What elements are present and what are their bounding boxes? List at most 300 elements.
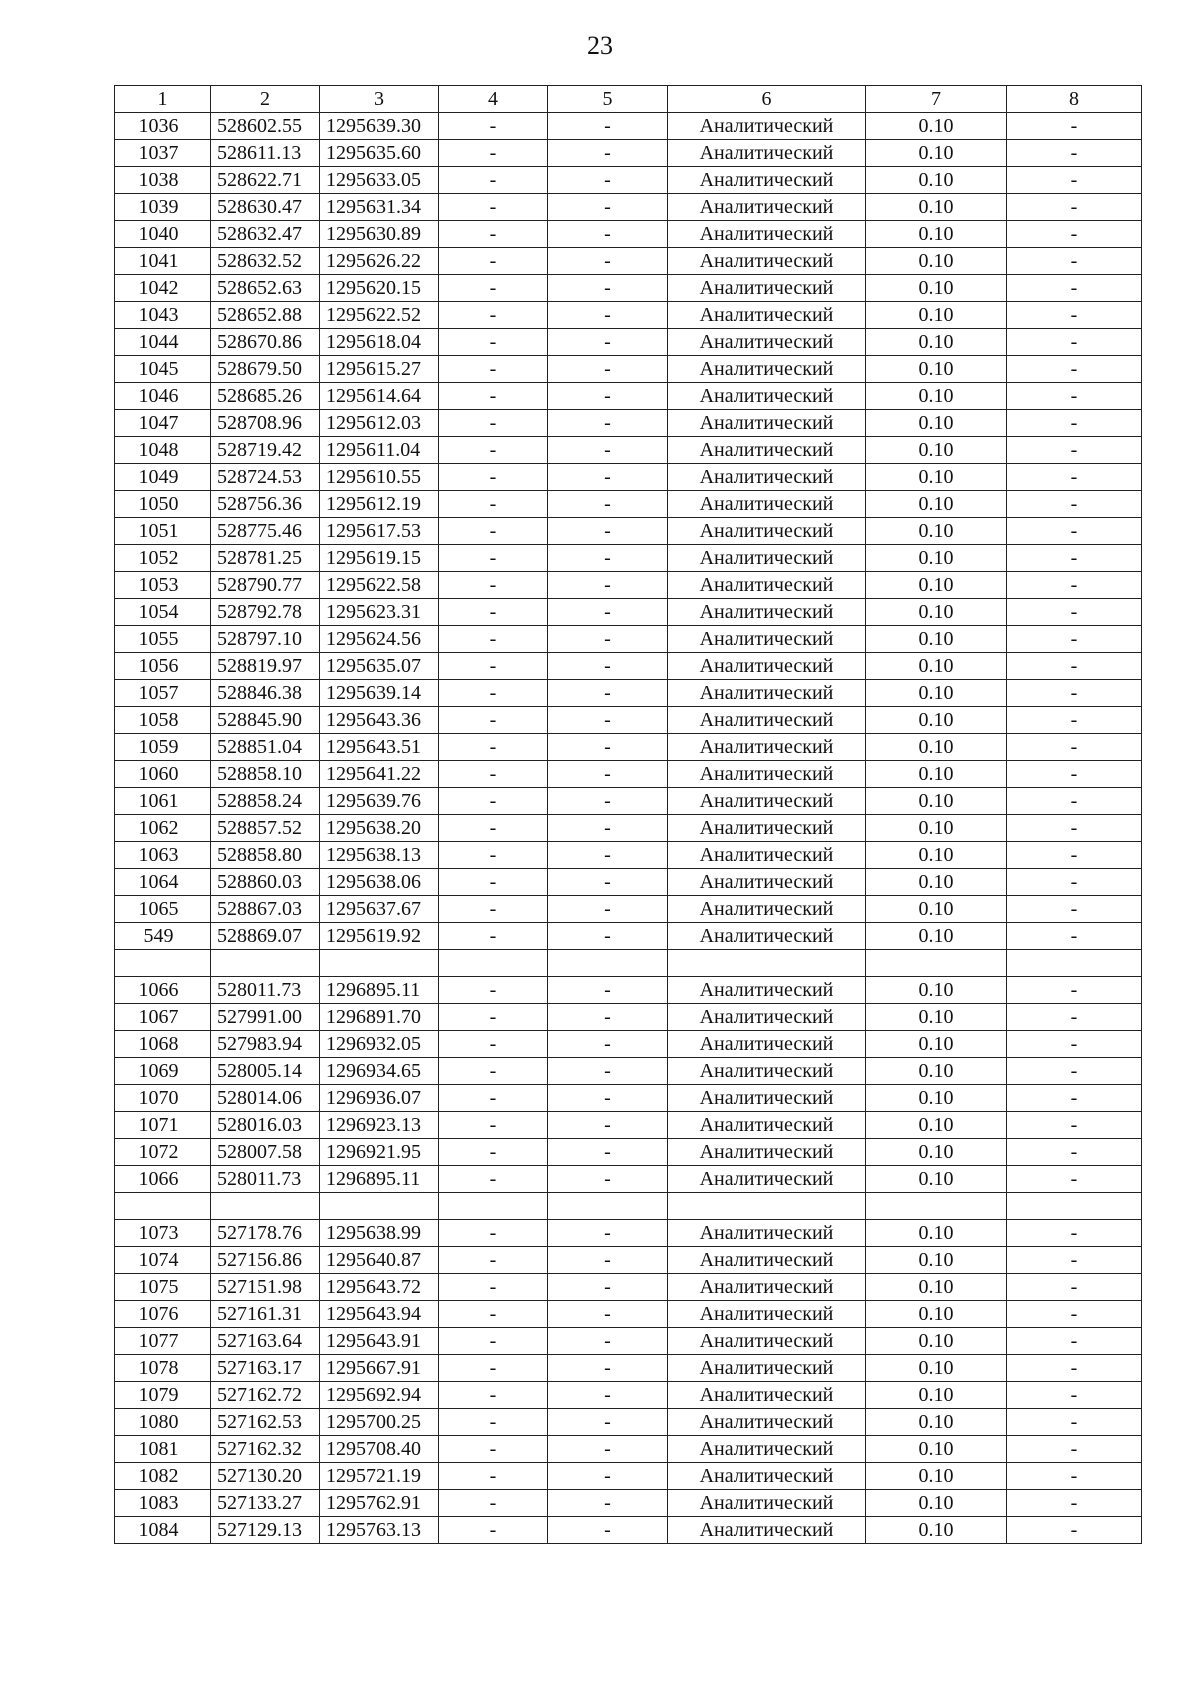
table-row xyxy=(115,1274,1142,1301)
accuracy-cell: 0.10 xyxy=(866,599,1007,626)
point-number-cell: 1042 xyxy=(115,275,211,302)
point-number-cell: 1079 xyxy=(115,1382,211,1409)
accuracy-cell: 0.10 xyxy=(866,734,1007,761)
method-cell: Аналитический xyxy=(668,626,866,653)
column-4-cell: - xyxy=(439,1004,548,1031)
table-row xyxy=(115,1139,1142,1166)
column-4-cell: - xyxy=(439,410,548,437)
column-5-cell: - xyxy=(548,761,668,788)
column-5-cell: - xyxy=(548,1490,668,1517)
table-row xyxy=(115,1409,1142,1436)
accuracy-cell: 0.10 xyxy=(866,1328,1007,1355)
method-cell: Аналитический xyxy=(668,869,866,896)
column-8-cell: - xyxy=(1007,680,1142,707)
column-4-cell: - xyxy=(439,221,548,248)
column-4-cell: - xyxy=(439,167,548,194)
y-coordinate-cell: 1296921.95 xyxy=(320,1139,439,1166)
point-number-cell: 1066 xyxy=(115,977,211,1004)
column-4-cell: - xyxy=(439,1382,548,1409)
accuracy-cell: 0.10 xyxy=(866,167,1007,194)
point-number-cell: 1051 xyxy=(115,518,211,545)
point-number-cell: 1047 xyxy=(115,410,211,437)
accuracy-cell: 0.10 xyxy=(866,1490,1007,1517)
column-8-cell xyxy=(1007,1193,1142,1220)
table-row xyxy=(115,491,1142,518)
method-cell: Аналитический xyxy=(668,1220,866,1247)
column-header: 4 xyxy=(439,86,548,113)
method-cell: Аналитический xyxy=(668,1517,866,1544)
accuracy-cell: 0.10 xyxy=(866,1058,1007,1085)
column-8-cell: - xyxy=(1007,1139,1142,1166)
table-row xyxy=(115,842,1142,869)
method-cell: Аналитический xyxy=(668,1112,866,1139)
x-coordinate-cell: 528724.53 xyxy=(211,464,320,491)
point-number-cell: 1082 xyxy=(115,1463,211,1490)
method-cell: Аналитический xyxy=(668,761,866,788)
point-number-cell: 1048 xyxy=(115,437,211,464)
column-8-cell: - xyxy=(1007,545,1142,572)
point-number-cell: 1055 xyxy=(115,626,211,653)
point-number-cell: 1040 xyxy=(115,221,211,248)
y-coordinate-cell: 1295643.91 xyxy=(320,1328,439,1355)
y-coordinate-cell: 1295619.15 xyxy=(320,545,439,572)
column-4-cell: - xyxy=(439,761,548,788)
y-coordinate-cell: 1295622.52 xyxy=(320,302,439,329)
table-row xyxy=(115,1517,1142,1544)
x-coordinate-cell: 527133.27 xyxy=(211,1490,320,1517)
method-cell: Аналитический xyxy=(668,1409,866,1436)
point-number-cell: 1065 xyxy=(115,896,211,923)
method-cell: Аналитический xyxy=(668,1004,866,1031)
column-4-cell: - xyxy=(439,356,548,383)
column-5-cell: - xyxy=(548,1247,668,1274)
method-cell: Аналитический xyxy=(668,248,866,275)
column-4-cell: - xyxy=(439,1166,548,1193)
column-8-cell: - xyxy=(1007,626,1142,653)
x-coordinate-cell: 528011.73 xyxy=(211,1166,320,1193)
point-number-cell: 1066 xyxy=(115,1166,211,1193)
column-5-cell: - xyxy=(548,140,668,167)
column-8-cell: - xyxy=(1007,977,1142,1004)
column-header: 2 xyxy=(211,86,320,113)
table-row xyxy=(115,113,1142,140)
accuracy-cell: 0.10 xyxy=(866,815,1007,842)
y-coordinate-cell: 1295620.15 xyxy=(320,275,439,302)
accuracy-cell: 0.10 xyxy=(866,518,1007,545)
column-8-cell: - xyxy=(1007,275,1142,302)
column-5-cell: - xyxy=(548,491,668,518)
column-4-cell: - xyxy=(439,977,548,1004)
method-cell: Аналитический xyxy=(668,491,866,518)
column-8-cell: - xyxy=(1007,329,1142,356)
column-header: 5 xyxy=(548,86,668,113)
point-number-cell: 1083 xyxy=(115,1490,211,1517)
y-coordinate-cell xyxy=(320,1193,439,1220)
column-8-cell: - xyxy=(1007,1463,1142,1490)
x-coordinate-cell: 528679.50 xyxy=(211,356,320,383)
column-8-cell xyxy=(1007,950,1142,977)
column-4-cell: - xyxy=(439,680,548,707)
accuracy-cell: 0.10 xyxy=(866,329,1007,356)
column-4-cell: - xyxy=(439,626,548,653)
method-cell: Аналитический xyxy=(668,599,866,626)
table-row xyxy=(115,896,1142,923)
column-5-cell: - xyxy=(548,1220,668,1247)
column-5-cell: - xyxy=(548,1112,668,1139)
column-8-cell: - xyxy=(1007,788,1142,815)
y-coordinate-cell: 1295633.05 xyxy=(320,167,439,194)
y-coordinate-cell: 1295612.03 xyxy=(320,410,439,437)
column-5-cell: - xyxy=(548,923,668,950)
column-5-cell: - xyxy=(548,1031,668,1058)
column-4-cell: - xyxy=(439,815,548,842)
point-number-cell: 1039 xyxy=(115,194,211,221)
column-4-cell: - xyxy=(439,1328,548,1355)
column-4-cell: - xyxy=(439,599,548,626)
column-8-cell: - xyxy=(1007,1355,1142,1382)
column-8-cell: - xyxy=(1007,896,1142,923)
y-coordinate-cell: 1295611.04 xyxy=(320,437,439,464)
method-cell: Аналитический xyxy=(668,1355,866,1382)
point-number-cell: 1045 xyxy=(115,356,211,383)
table-row xyxy=(115,167,1142,194)
y-coordinate-cell: 1295639.76 xyxy=(320,788,439,815)
method-cell: Аналитический xyxy=(668,1382,866,1409)
accuracy-cell: 0.10 xyxy=(866,1463,1007,1490)
method-cell: Аналитический xyxy=(668,1085,866,1112)
column-8-cell: - xyxy=(1007,1409,1142,1436)
table-row xyxy=(115,599,1142,626)
point-number-cell: 1061 xyxy=(115,788,211,815)
x-coordinate-cell: 528630.47 xyxy=(211,194,320,221)
column-5-cell: - xyxy=(548,1301,668,1328)
column-5-cell: - xyxy=(548,1004,668,1031)
column-8-cell: - xyxy=(1007,1031,1142,1058)
column-5-cell: - xyxy=(548,869,668,896)
point-number-cell: 1062 xyxy=(115,815,211,842)
y-coordinate-cell: 1296936.07 xyxy=(320,1085,439,1112)
column-8-cell: - xyxy=(1007,167,1142,194)
column-8-cell: - xyxy=(1007,464,1142,491)
accuracy-cell: 0.10 xyxy=(866,1274,1007,1301)
column-5-cell: - xyxy=(548,1463,668,1490)
column-4-cell: - xyxy=(439,1409,548,1436)
y-coordinate-cell: 1295638.20 xyxy=(320,815,439,842)
x-coordinate-cell: 527151.98 xyxy=(211,1274,320,1301)
point-number-cell: 1036 xyxy=(115,113,211,140)
column-5-cell: - xyxy=(548,734,668,761)
y-coordinate-cell: 1295721.19 xyxy=(320,1463,439,1490)
column-4-cell: - xyxy=(439,572,548,599)
column-8-cell: - xyxy=(1007,1058,1142,1085)
column-5-cell: - xyxy=(548,1166,668,1193)
column-5-cell: - xyxy=(548,1355,668,1382)
method-cell: Аналитический xyxy=(668,977,866,1004)
column-8-cell: - xyxy=(1007,815,1142,842)
column-8-cell: - xyxy=(1007,113,1142,140)
y-coordinate-cell: 1296895.11 xyxy=(320,977,439,1004)
y-coordinate-cell: 1295639.14 xyxy=(320,680,439,707)
point-number-cell: 1074 xyxy=(115,1247,211,1274)
table-row xyxy=(115,626,1142,653)
column-4-cell: - xyxy=(439,275,548,302)
column-5-cell: - xyxy=(548,896,668,923)
point-number-cell: 1081 xyxy=(115,1436,211,1463)
coordinates-table xyxy=(114,85,1142,1544)
accuracy-cell: 0.10 xyxy=(866,1247,1007,1274)
table-body xyxy=(115,113,1142,1544)
y-coordinate-cell: 1295643.94 xyxy=(320,1301,439,1328)
accuracy-cell: 0.10 xyxy=(866,842,1007,869)
x-coordinate-cell: 528857.52 xyxy=(211,815,320,842)
column-5-cell: - xyxy=(548,437,668,464)
method-cell: Аналитический xyxy=(668,680,866,707)
column-8-cell: - xyxy=(1007,572,1142,599)
column-8-cell: - xyxy=(1007,221,1142,248)
accuracy-cell: 0.10 xyxy=(866,464,1007,491)
column-4-cell: - xyxy=(439,302,548,329)
column-4-cell: - xyxy=(439,1058,548,1085)
point-number-cell: 1080 xyxy=(115,1409,211,1436)
x-coordinate-cell: 528652.88 xyxy=(211,302,320,329)
accuracy-cell: 0.10 xyxy=(866,869,1007,896)
accuracy-cell: 0.10 xyxy=(866,383,1007,410)
accuracy-cell: 0.10 xyxy=(866,1085,1007,1112)
accuracy-cell: 0.10 xyxy=(866,221,1007,248)
column-5-cell: - xyxy=(548,167,668,194)
column-4-cell: - xyxy=(439,329,548,356)
x-coordinate-cell: 528685.26 xyxy=(211,383,320,410)
column-8-cell: - xyxy=(1007,491,1142,518)
point-number-cell: 1058 xyxy=(115,707,211,734)
column-4-cell: - xyxy=(439,869,548,896)
x-coordinate-cell: 528611.13 xyxy=(211,140,320,167)
x-coordinate-cell: 528858.80 xyxy=(211,842,320,869)
method-cell: Аналитический xyxy=(668,545,866,572)
y-coordinate-cell: 1296891.70 xyxy=(320,1004,439,1031)
point-number-cell: 1052 xyxy=(115,545,211,572)
table-row xyxy=(115,1328,1142,1355)
y-coordinate-cell xyxy=(320,950,439,977)
point-number-cell: 1064 xyxy=(115,869,211,896)
table-row xyxy=(115,1085,1142,1112)
table-row xyxy=(115,437,1142,464)
accuracy-cell: 0.10 xyxy=(866,788,1007,815)
accuracy-cell: 0.10 xyxy=(866,680,1007,707)
y-coordinate-cell: 1295643.36 xyxy=(320,707,439,734)
accuracy-cell: 0.10 xyxy=(866,410,1007,437)
point-number-cell xyxy=(115,950,211,977)
method-cell: Аналитический xyxy=(668,1328,866,1355)
x-coordinate-cell: 528797.10 xyxy=(211,626,320,653)
method-cell: Аналитический xyxy=(668,167,866,194)
x-coordinate-cell: 528867.03 xyxy=(211,896,320,923)
method-cell: Аналитический xyxy=(668,1166,866,1193)
x-coordinate-cell: 527156.86 xyxy=(211,1247,320,1274)
method-cell: Аналитический xyxy=(668,1139,866,1166)
point-number-cell: 1037 xyxy=(115,140,211,167)
column-4-cell: - xyxy=(439,923,548,950)
table-row xyxy=(115,1355,1142,1382)
column-8-cell: - xyxy=(1007,518,1142,545)
y-coordinate-cell: 1295763.13 xyxy=(320,1517,439,1544)
column-header: 1 xyxy=(115,86,211,113)
accuracy-cell: 0.10 xyxy=(866,437,1007,464)
y-coordinate-cell: 1296895.11 xyxy=(320,1166,439,1193)
y-coordinate-cell: 1295618.04 xyxy=(320,329,439,356)
accuracy-cell: 0.10 xyxy=(866,1517,1007,1544)
point-number-cell: 1075 xyxy=(115,1274,211,1301)
column-5-cell: - xyxy=(548,383,668,410)
accuracy-cell: 0.10 xyxy=(866,923,1007,950)
column-4-cell: - xyxy=(439,1139,548,1166)
x-coordinate-cell: 528005.14 xyxy=(211,1058,320,1085)
y-coordinate-cell: 1295635.07 xyxy=(320,653,439,680)
column-5-cell xyxy=(548,950,668,977)
accuracy-cell: 0.10 xyxy=(866,1031,1007,1058)
accuracy-cell: 0.10 xyxy=(866,1004,1007,1031)
table-row xyxy=(115,707,1142,734)
method-cell: Аналитический xyxy=(668,113,866,140)
column-8-cell: - xyxy=(1007,1328,1142,1355)
column-4-cell: - xyxy=(439,734,548,761)
y-coordinate-cell: 1296923.13 xyxy=(320,1112,439,1139)
y-coordinate-cell: 1296932.05 xyxy=(320,1031,439,1058)
table-row xyxy=(115,464,1142,491)
accuracy-cell: 0.10 xyxy=(866,626,1007,653)
column-8-cell: - xyxy=(1007,734,1142,761)
column-header: 7 xyxy=(866,86,1007,113)
column-5-cell: - xyxy=(548,1517,668,1544)
y-coordinate-cell: 1295612.19 xyxy=(320,491,439,518)
x-coordinate-cell xyxy=(211,1193,320,1220)
accuracy-cell: 0.10 xyxy=(866,248,1007,275)
method-cell: Аналитический xyxy=(668,734,866,761)
column-5-cell: - xyxy=(548,1409,668,1436)
method-cell: Аналитический xyxy=(668,1058,866,1085)
y-coordinate-cell: 1296934.65 xyxy=(320,1058,439,1085)
column-4-cell: - xyxy=(439,788,548,815)
table-row xyxy=(115,1490,1142,1517)
column-4-cell: - xyxy=(439,113,548,140)
column-5-cell: - xyxy=(548,1085,668,1112)
separator-row xyxy=(115,950,1142,977)
y-coordinate-cell: 1295641.22 xyxy=(320,761,439,788)
y-coordinate-cell: 1295631.34 xyxy=(320,194,439,221)
column-5-cell: - xyxy=(548,788,668,815)
column-4-cell: - xyxy=(439,194,548,221)
column-5-cell: - xyxy=(548,653,668,680)
column-8-cell: - xyxy=(1007,869,1142,896)
table-row xyxy=(115,923,1142,950)
y-coordinate-cell: 1295638.99 xyxy=(320,1220,439,1247)
x-coordinate-cell: 528632.52 xyxy=(211,248,320,275)
column-5-cell: - xyxy=(548,194,668,221)
accuracy-cell: 0.10 xyxy=(866,896,1007,923)
table-row xyxy=(115,761,1142,788)
point-number-cell: 1056 xyxy=(115,653,211,680)
table-row xyxy=(115,1382,1142,1409)
separator-row xyxy=(115,1193,1142,1220)
method-cell: Аналитический xyxy=(668,1463,866,1490)
column-8-cell: - xyxy=(1007,1166,1142,1193)
method-cell: Аналитический xyxy=(668,1031,866,1058)
method-cell: Аналитический xyxy=(668,815,866,842)
table-row xyxy=(115,572,1142,599)
table-row xyxy=(115,1004,1142,1031)
x-coordinate-cell: 527162.72 xyxy=(211,1382,320,1409)
table-row xyxy=(115,869,1142,896)
x-coordinate-cell: 528819.97 xyxy=(211,653,320,680)
column-5-cell: - xyxy=(548,113,668,140)
accuracy-cell xyxy=(866,1193,1007,1220)
method-cell: Аналитический xyxy=(668,410,866,437)
column-4-cell: - xyxy=(439,842,548,869)
table-row xyxy=(115,734,1142,761)
column-5-cell: - xyxy=(548,545,668,572)
table-row xyxy=(115,221,1142,248)
accuracy-cell: 0.10 xyxy=(866,1220,1007,1247)
column-4-cell: - xyxy=(439,248,548,275)
method-cell: Аналитический xyxy=(668,383,866,410)
column-8-cell: - xyxy=(1007,194,1142,221)
table-row xyxy=(115,356,1142,383)
point-number-cell: 1059 xyxy=(115,734,211,761)
column-4-cell: - xyxy=(439,1301,548,1328)
method-cell: Аналитический xyxy=(668,221,866,248)
x-coordinate-cell: 527178.76 xyxy=(211,1220,320,1247)
column-5-cell: - xyxy=(548,977,668,1004)
table-row xyxy=(115,815,1142,842)
column-8-cell: - xyxy=(1007,1382,1142,1409)
column-8-cell: - xyxy=(1007,599,1142,626)
accuracy-cell: 0.10 xyxy=(866,356,1007,383)
column-4-cell: - xyxy=(439,545,548,572)
column-8-cell: - xyxy=(1007,1274,1142,1301)
method-cell: Аналитический xyxy=(668,1247,866,1274)
point-number-cell: 1076 xyxy=(115,1301,211,1328)
column-4-cell: - xyxy=(439,1031,548,1058)
column-5-cell: - xyxy=(548,1436,668,1463)
column-4-cell: - xyxy=(439,1355,548,1382)
x-coordinate-cell: 527162.32 xyxy=(211,1436,320,1463)
point-number-cell: 1069 xyxy=(115,1058,211,1085)
table-row xyxy=(115,383,1142,410)
x-coordinate-cell: 527163.17 xyxy=(211,1355,320,1382)
method-cell: Аналитический xyxy=(668,1436,866,1463)
x-coordinate-cell: 527162.53 xyxy=(211,1409,320,1436)
column-4-cell: - xyxy=(439,707,548,734)
method-cell: Аналитический xyxy=(668,140,866,167)
y-coordinate-cell: 1295619.92 xyxy=(320,923,439,950)
accuracy-cell: 0.10 xyxy=(866,1166,1007,1193)
column-5-cell: - xyxy=(548,221,668,248)
column-8-cell: - xyxy=(1007,1220,1142,1247)
column-5-cell xyxy=(548,1193,668,1220)
column-8-cell: - xyxy=(1007,1004,1142,1031)
method-cell: Аналитический xyxy=(668,707,866,734)
column-8-cell: - xyxy=(1007,383,1142,410)
column-8-cell: - xyxy=(1007,1085,1142,1112)
column-header: 6 xyxy=(668,86,866,113)
column-4-cell: - xyxy=(439,1463,548,1490)
table-row xyxy=(115,1247,1142,1274)
x-coordinate-cell: 528851.04 xyxy=(211,734,320,761)
y-coordinate-cell: 1295626.22 xyxy=(320,248,439,275)
point-number-cell xyxy=(115,1193,211,1220)
y-coordinate-cell: 1295700.25 xyxy=(320,1409,439,1436)
table-row xyxy=(115,518,1142,545)
